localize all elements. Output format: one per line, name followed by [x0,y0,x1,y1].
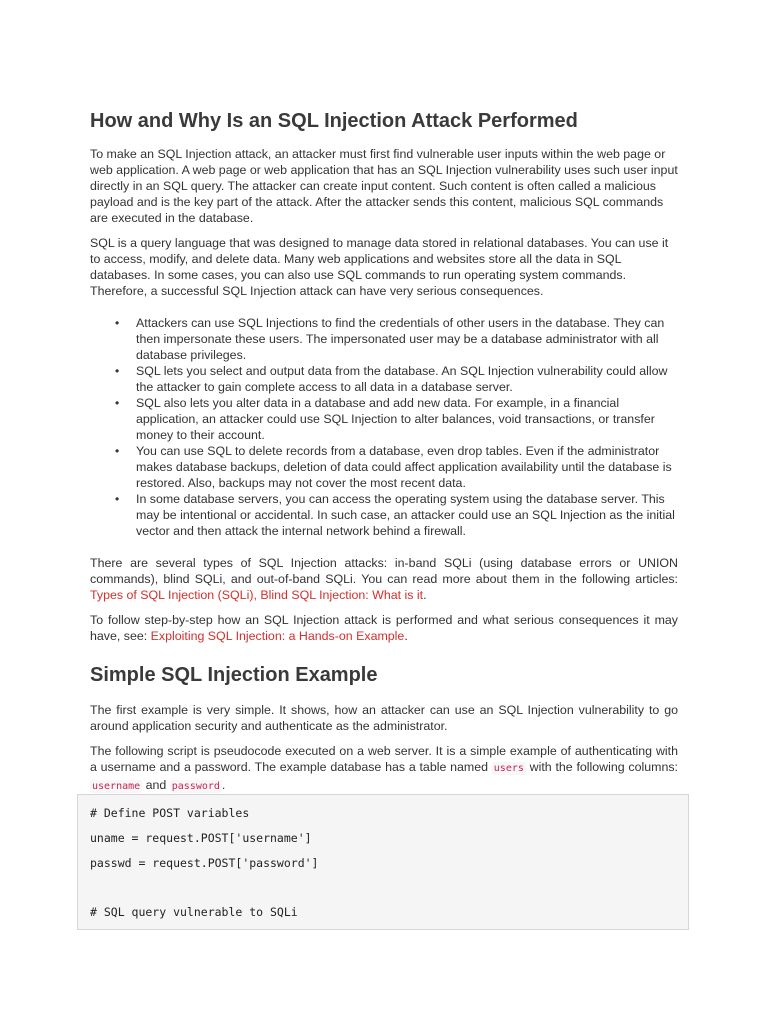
section-heading: Simple SQL Injection Example [90,664,378,686]
code-blank-line [90,880,676,904]
bullet-icon: • [115,364,120,378]
inline-code-users: users [493,763,524,774]
code-line: # Define POST variables [90,806,250,820]
link-exploiting-sqli[interactable]: Exploiting SQL Injection: a Hands-on Example [150,629,405,643]
bullet-icon: • [115,492,120,506]
link-types-of-sqli[interactable]: Types of SQL Injection (SQLi) [90,588,254,602]
bullet-icon: • [115,444,120,458]
list-item: • You can use SQL to delete records from a database, even drop tables. Even if the administrator makes database backups, deletion of data could affect application availability until the database is restored. Also, backups may not cover the most recent data. [115,444,672,490]
link-blind-sqli[interactable]: Blind SQL Injection: What is it [260,588,424,602]
inline-code-username: username [92,781,141,792]
consequences-list [90,315,678,539]
article-body [90,108,678,804]
paragraph: The first example is very simple. It shows, how an attacker can use an SQL Injection vulnerability to go around application security and authenticate as the administrator. [90,703,678,733]
code-block [77,794,689,930]
paragraph: The following script is pseudocode executed on a web server. It is a simple example of authenticating with a username and a password. The example database has a table named users with the following columns: username and password . [90,744,679,792]
code-line: # SQL query vulnerable to SQLi [90,905,298,919]
paragraph: There are several types of SQL Injection attacks: in-band SQLi (using database errors or UNION commands), blind SQLi, and out-of-band SQLi. You can read more about them in the following articles: Types of SQL Injection (SQLi), Blind SQL Injection: What is it. [90,556,678,602]
paragraph: SQL is a query language that was designed to manage data stored in relational databases. You can use it to access, modify, and delete data. Many web applications and websites store all the data in SQL databases. In some cases, you can also use SQL commands to run operating system commands. Therefore, a successful SQL Injection attack can have very serious consequences. [90,236,669,298]
bullet-icon: • [115,316,120,330]
inline-code-password: password [171,781,220,792]
code-line: uname = request.POST['username'] [90,831,312,845]
list-item: • In some database servers, you can access the operating system using the database server. This may be intentional or accidental. In such case, an attacker could use an SQL Injection as the initial vector and then attack the internal network behind a firewall. [115,492,675,538]
bullet-icon: • [115,396,120,410]
list-item: • SQL lets you select and output data from the database. An SQL Injection vulnerability could allow the attacker to gain complete access to all data in a database server. [115,364,668,394]
paragraph: To make an SQL Injection attack, an attacker must first find vulnerable user inputs within the web page or web application. A web page or web application that has an SQL Injection vulnerability uses such user input directly in an SQL query. The attacker can create input content. Such content is often called a malicious payload and is the key part of the attack. After the attacker sends this content, malicious SQL commands are executed in the database. [90,147,678,225]
code-line: passwd = request.POST['password'] [90,856,319,870]
section-heading: How and Why Is an SQL Injection Attack Performed [90,110,578,132]
list-item: • Attackers can use SQL Injections to find the credentials of other users in the database. They can then impersonate these users. The impersonated user may be a database administrator with all database privileges. [115,316,665,362]
paragraph: To follow step-by-step how an SQL Injection attack is performed and what serious consequences it may have, see: Exploiting SQL Injection: a Hands-on Example. [90,613,678,643]
list-item: • SQL also lets you alter data in a database and add new data. For example, in a financial application, an attacker could use SQL Injection to alter balances, void transactions, or transfer money to their account. [115,396,655,442]
